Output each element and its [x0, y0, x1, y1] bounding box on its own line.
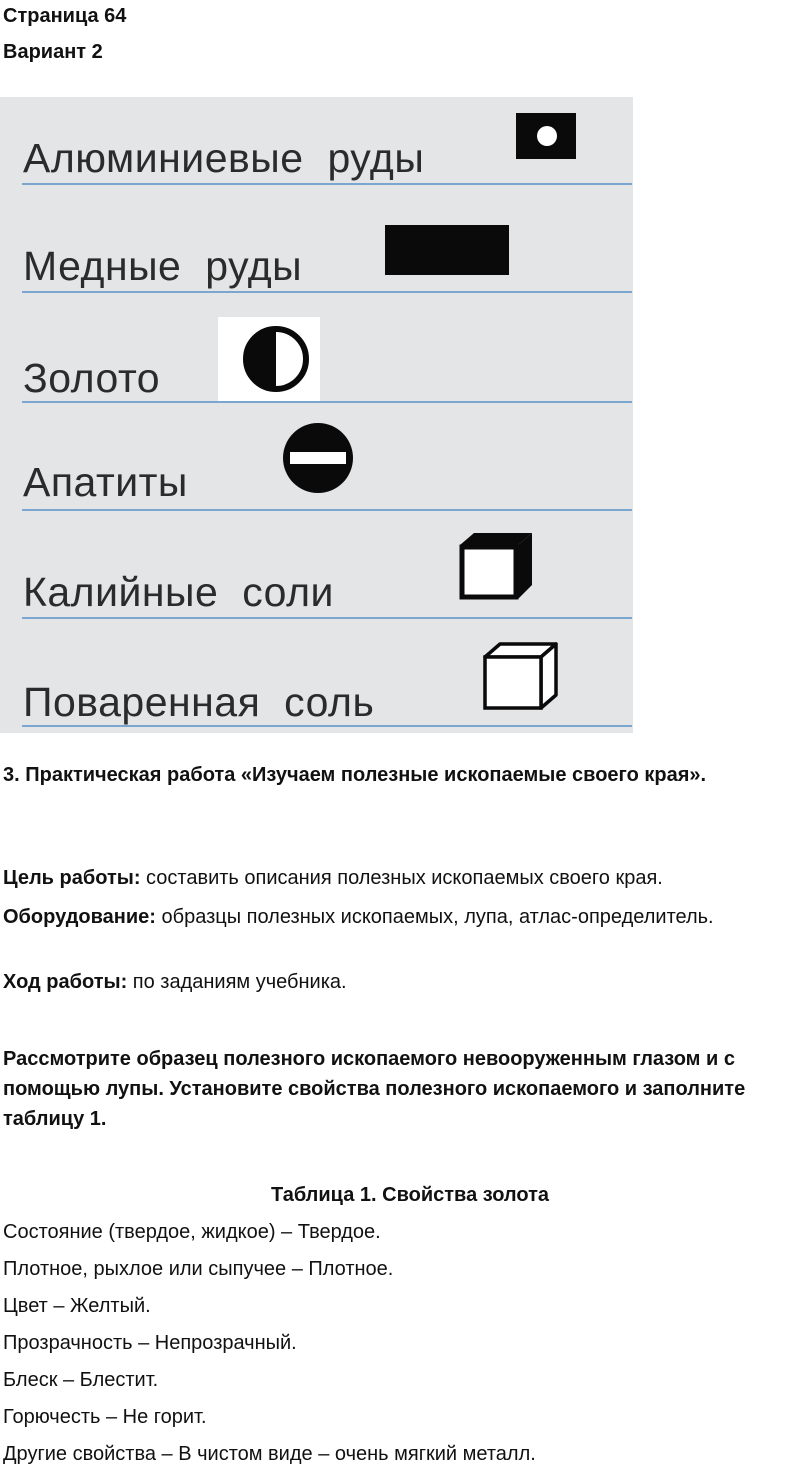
property-row: Плотное, рыхлое или сыпучее – Плотное.: [3, 1258, 394, 1280]
half-filled-circle-icon: [218, 317, 320, 401]
rule-line: [22, 401, 632, 403]
outline-cube-icon: [480, 639, 560, 713]
property-row: Прозрачность – Непрозрачный.: [3, 1332, 297, 1354]
procedure-label: Ход работы:: [3, 971, 128, 993]
property-row: Цвет – Желтый.: [3, 1295, 151, 1317]
table-title: Таблица 1. Свойства золота: [270, 1184, 549, 1206]
equipment-label: Оборудование:: [3, 906, 156, 928]
goal-line: [3, 864, 797, 892]
legend-row-aluminium: [0, 97, 633, 207]
variant-title: Вариант 2: [3, 41, 103, 63]
rule-line: [22, 509, 632, 511]
rule-line: [22, 291, 632, 293]
property-row: Горючесть – Не горит.: [3, 1406, 207, 1428]
legend-row-potassium: [0, 537, 633, 647]
rule-line: [22, 725, 632, 727]
goal-text: составить описания полезных ископаемых своего края.: [140, 867, 663, 889]
page-title: Страница 64: [3, 5, 127, 27]
equipment-text: образцы полезных ископаемых, лупа, атлас-определитель.: [155, 906, 714, 928]
legend-row-apatite: [0, 427, 633, 537]
procedure-line: [3, 968, 797, 996]
legend-row-gold: [0, 317, 633, 427]
goal-label: Цель работы:: [3, 867, 141, 889]
legend-row-copper: [0, 207, 633, 317]
legend-label: Золото: [23, 355, 161, 401]
circle-with-white-bar-icon: [280, 420, 356, 496]
procedure-text: по заданиям учебника.: [127, 971, 347, 993]
legend-label: Калийные соли: [23, 569, 334, 615]
black-rectangle-icon: [383, 223, 511, 279]
legend-label: Алюминиевые руды: [23, 135, 425, 181]
rule-line: [22, 183, 632, 185]
property-row: Состояние (твердое, жидкое) – Твердое.: [3, 1221, 381, 1243]
map-legend: [0, 97, 633, 733]
square-with-white-dot-icon: [514, 111, 578, 161]
legend-row-table-salt: [0, 647, 633, 733]
legend-label: Медные руды: [23, 243, 303, 289]
rule-line: [22, 617, 632, 619]
legend-label: Апатиты: [23, 459, 188, 505]
equipment-line: [3, 902, 797, 932]
bold-cube-icon: [456, 529, 536, 605]
task-title: 3. Практическая работа «Изучаем полезные ископаемые своего края».: [3, 764, 707, 786]
property-row: Другие свойства – В чистом виде – очень мягкий металл.: [3, 1443, 536, 1465]
legend-label: Поваренная соль: [23, 679, 375, 725]
instruction-text: Рассмотрите образец полезного ископаемого невооруженным глазом и с помощью лупы. Установите свойства полезного ископаемого и заполните таблицу 1.: [3, 1048, 746, 1130]
property-row: Блеск – Блестит.: [3, 1369, 159, 1391]
